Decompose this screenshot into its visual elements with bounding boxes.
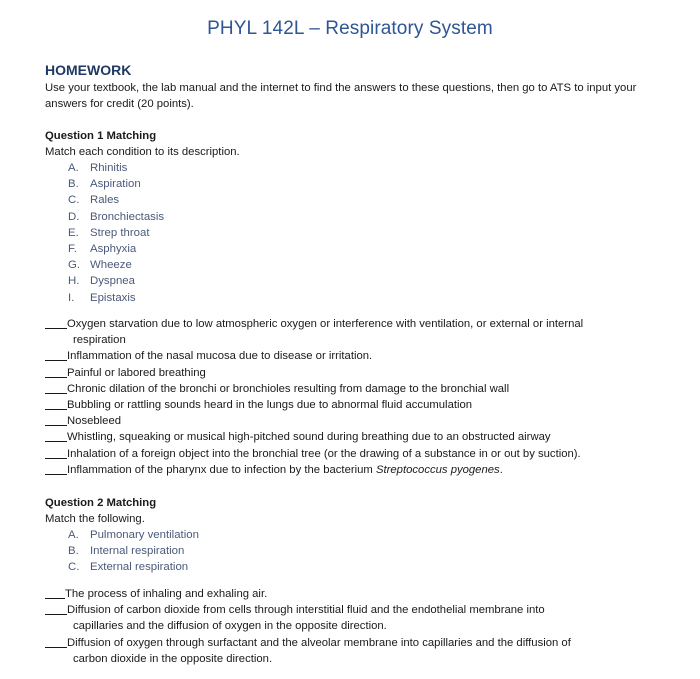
- option-item: F. Asphyxia: [68, 242, 137, 255]
- match-item: Chronic dilation of the bronchi or bronchioles resulting from damage to the bronchial wall: [45, 381, 645, 397]
- answer-blank[interactable]: [45, 446, 67, 459]
- option-item: A. Rhinitis: [68, 162, 128, 174]
- question-1-prompt: Match each condition to its description.: [45, 146, 240, 158]
- match-item: Diffusion of carbon dioxide from cells through interstitial fluid and the endothelial membrane into capillaries and the diffusion of oxygen in the opposite direction.: [45, 602, 645, 634]
- answer-blank[interactable]: [45, 635, 67, 648]
- match-item: Whistling, squeaking or musical high-pitched sound during breathing due to an obstructed airway: [45, 429, 645, 445]
- option-item: B. Internal respiration: [68, 545, 185, 558]
- option-item: E. Strep throat: [68, 226, 150, 239]
- question-1-heading: Question 1 Matching: [45, 130, 157, 142]
- question-1-options: [68, 160, 164, 306]
- question-1: [45, 128, 240, 160]
- answer-blank[interactable]: [45, 348, 67, 361]
- answer-blank[interactable]: [45, 381, 67, 394]
- question-2: [45, 495, 156, 527]
- answer-blank[interactable]: [45, 397, 67, 410]
- option-item: G. Wheeze: [68, 259, 132, 272]
- match-item: Bubbling or rattling sounds heard in the lungs due to abnormal fluid accumulation: [45, 397, 645, 413]
- page-title: PHYL 142L – Respiratory System: [207, 18, 493, 39]
- homework-instructions: Use your textbook, the lab manual and the internet to find the answers to these questions, then go to ATS to input your answers for credit (20 points).: [45, 82, 637, 110]
- answer-blank[interactable]: [45, 586, 65, 599]
- question-2-heading: Question 2 Matching: [45, 497, 157, 509]
- question-1-items: [45, 316, 645, 478]
- match-item: The process of inhaling and exhaling air.: [45, 586, 645, 602]
- option-item: B. Aspiration: [68, 178, 141, 191]
- homework-heading: HOMEWORK: [45, 62, 132, 78]
- match-item: Oxygen starvation due to low atmospheric oxygen or interference with ventilation, or external or internal respiration: [45, 316, 645, 348]
- question-2-prompt: Match the following.: [45, 513, 145, 525]
- match-item: Diffusion of oxygen through surfactant and the alveolar membrane into capillaries and the diffusion of carbon dioxide in the opposite direction.: [45, 635, 645, 667]
- question-2-options: [68, 527, 199, 576]
- option-item: D. Bronchiectasis: [68, 210, 165, 223]
- answer-blank[interactable]: [45, 462, 67, 475]
- question-2-items: [45, 586, 645, 667]
- match-item: Painful or labored breathing: [45, 365, 645, 381]
- answer-blank[interactable]: [45, 413, 67, 426]
- match-item: Inflammation of the nasal mucosa due to disease or irritation.: [45, 348, 645, 364]
- option-item: C. Rales: [68, 194, 120, 207]
- match-item: Inflammation of the pharynx due to infection by the bacterium Streptococcus pyogenes.: [45, 462, 645, 478]
- match-item: Inhalation of a foreign object into the bronchial tree (or the drawing of a substance in or out by suction).: [45, 446, 645, 462]
- option-item: I. Epistaxis: [68, 291, 136, 304]
- answer-blank[interactable]: [45, 429, 67, 442]
- answer-blank[interactable]: [45, 316, 67, 329]
- match-item: Nosebleed: [45, 413, 645, 429]
- option-item: A. Pulmonary ventilation: [68, 529, 199, 541]
- option-item: C. External respiration: [68, 561, 189, 574]
- answer-blank[interactable]: [45, 365, 67, 378]
- answer-blank[interactable]: [45, 602, 67, 615]
- option-item: H. Dyspnea: [68, 275, 135, 288]
